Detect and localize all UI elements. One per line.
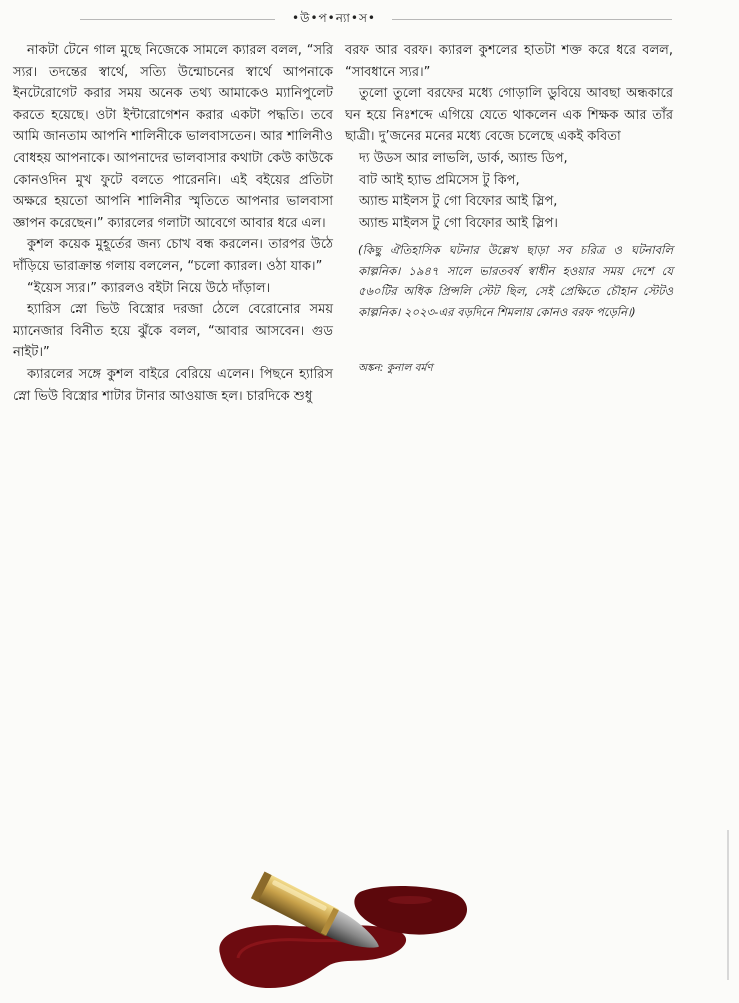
left-column (13, 40, 333, 407)
paragraph: বরফ আর বরফ। ক্যারল কুশলের হাতটা শক্ত করে ধরে বলল, “সাবধানে স্যর।” (345, 43, 673, 80)
paragraph: ক্যারলের সঙ্গে কুশল বাইরে বেরিয়ে এলেন। পিছনে হ্যারিস স্নো ভিউ বিস্ত্রোর শাটার টানার আওয়াজ হল। চারদিকে শুধু (13, 366, 333, 404)
header-rule-right (392, 19, 672, 20)
page-edge-line (727, 830, 729, 980)
disclaimer-note: (কিছু ঐতিহাসিক ঘটনার উল্লেখ ছাড়া সব চরিত্র ও ঘটনাবলি কাল্পনিক। ১৯৪৭ সালে ভারতবর্ষ স্বাধীন হওয়ার সময় দেশে যে ৫৬০টির অধিক প্রিন্সলি স্টেট ছিল, সেই প্রেক্ষিতে চৌহান স্টেটও কাল্পনিক। ২০২৩-এর বড়দিনে শিমলায় কোনও বরফ পড়েনি।) (358, 243, 673, 319)
right-column (345, 40, 673, 234)
paragraph: হ্যারিস স্নো ভিউ বিস্ত্রোর দরজা ঠেলে বেরোনোর সময় ম্যানেজার বিনীত হয়ে ঝুঁকে বলল, “আবার আসবেন। গুড নাইট।” (13, 302, 333, 361)
paragraph: নাকটা টেনে গাল মুছে নিজেকে সামলে ক্যারল বলল, “সরি স্যর। তদন্তের স্বার্থে, সত্যি উন্মোচনের স্বার্থে আপনাকে ইনটেরোগেট করার সময় অনেক তথ্য আমাকেও ম্যানিপুলেট করতে হয়েছে। ওটা ইন্টারোগেশন করার একটা পদ্ধতি। তবে আমি জানতাম আপনি শালিনীকে ভালবাসতেন। আর শালিনীও বোধহয় আপনাকে। আপনাদের ভালবাসার কথাটা কেউ কাউকে কোনওদিন মুখ ফুটে বলতে পারেননি। এই বইয়ের প্রতিটা অক্ষরে হয়তো আপনি শালিনীর স্মৃতিতে আপনার ভালবাসা জ্ঞাপন করেছেন।” ক্যারলের গলাটা আবেগে আবার ধরে এল। (13, 43, 333, 231)
header-rule-left (80, 19, 275, 20)
paragraph: কুশল কয়েক মুহূর্তের জন্য চোখ বন্ধ করলেন। তারপর উঠে দাঁড়িয়ে ভারাক্রান্ত গলায় বললেন, “চলো ক্যারল। ওঠা যাক।” (13, 237, 333, 274)
paragraph: “ইয়েস স্যর।” ক্যারলও বইটা নিয়ে উঠে দাঁড়াল। (27, 280, 271, 296)
illustration-credit: অঙ্কন: কুনাল বর্মণ (358, 362, 433, 374)
section-label: •উ•প•ন্যা•স• (292, 11, 376, 25)
page-header (0, 8, 739, 28)
poem-line: দ্য উডস আর লাভলি, ডার্ক, অ্যান্ড ডিপ, (359, 150, 568, 166)
blood-pool (219, 925, 406, 988)
poem-line: অ্যান্ড মাইলস টু গো বিফোর আই স্লিপ। (359, 215, 558, 231)
poem-line: অ্যান্ড মাইলস টু গো বিফোর আই স্লিপ, (359, 194, 558, 210)
poem-line: বাট আই হ্যাভ প্রমিসেস টু কিপ, (359, 172, 520, 188)
paragraph: তুলো তুলো বরফের মধ্যে গোড়ালি ডুবিয়ে আবছা অন্ধকারে ঘন হয়ে নিঃশব্দে এগিয়ে যেতে থাকলেন এক শিক্ষক আর তাঁর ছাত্রী। দু’জনের মনের মধ্যে বেজে চলেছে একই কবিতা (345, 86, 673, 145)
poem (359, 148, 673, 234)
bullet-blood-illustration (210, 862, 485, 997)
